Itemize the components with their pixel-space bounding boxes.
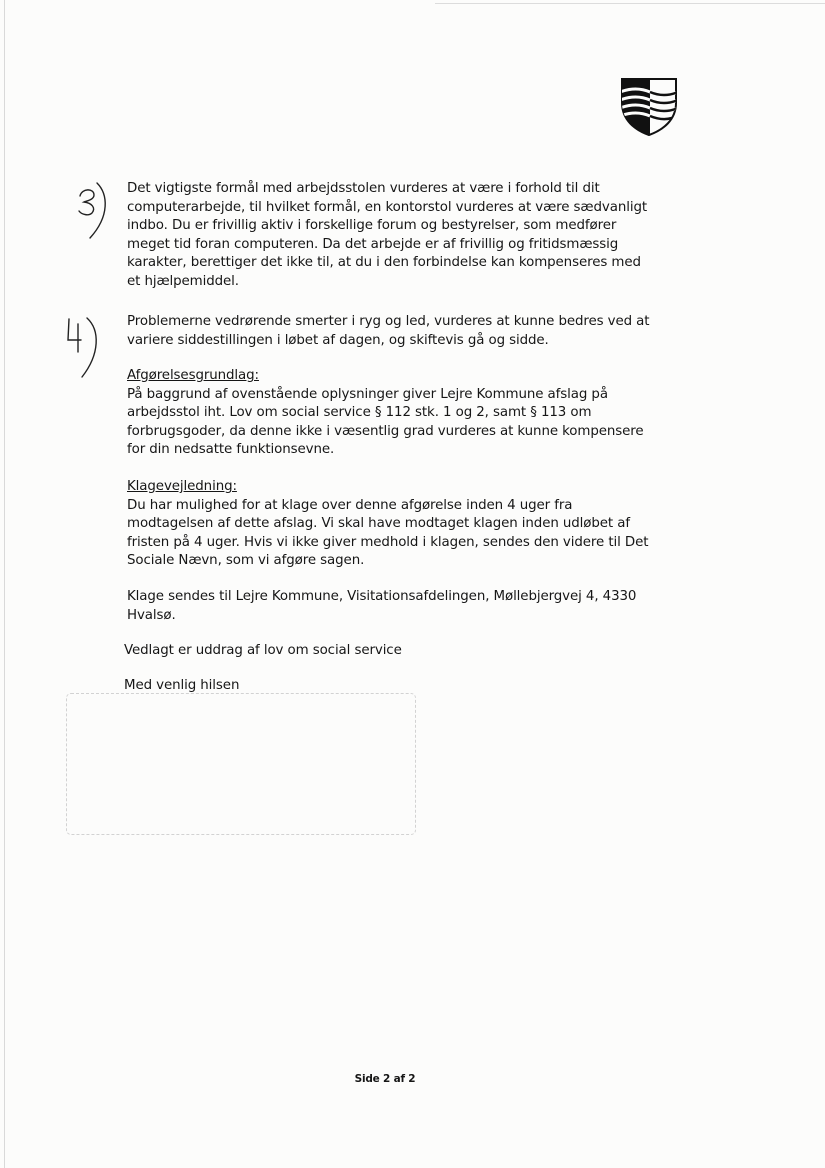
appeal-heading: Klagevejledning: <box>127 479 237 494</box>
page-edge-top <box>435 3 825 4</box>
page-edge-left <box>4 0 5 1168</box>
page-number: Side 2 af 2 <box>354 1073 416 1085</box>
decision-heading: Afgørelsesgrundlag: <box>127 368 259 383</box>
attachment-note: Vedlagt er uddrag af lov om social service <box>124 643 402 658</box>
paragraph-symptoms: Problemerne vedrørende smerter i ryg og led, vurderes at kunne bedres ved at variere siddestillingen i løbet af dagen, og skiftevis gå og sidde. <box>127 314 650 348</box>
decision-text: På baggrund af ovenstående oplysninger giver Lejre Kommune afslag på arbejdsstol iht. Lov om social service § 112 stk. 1 og 2, samt § 113 om forbrugsgoder, da denne ikke i væsentlig grad vurderes at kunne kompensere for din nedsatte funktionsevne. <box>127 386 644 457</box>
municipal-shield-icon <box>620 76 678 136</box>
handwritten-mark-3 <box>72 178 112 242</box>
appeal-text: Du har mulighed for at klage over denne afgørelse inden 4 uger fra modtagelsen af dette afslag. Vi skal have modtaget klagen inden udløbet af fristen på 4 uger. Hvis vi ikke giver medhold i klagen, sendes den videre til Det Sociale Nævn, som vi afgøre sagen. <box>127 497 649 568</box>
closing: Med venlig hilsen <box>124 678 240 693</box>
signature-area <box>66 693 416 835</box>
paragraph-purpose: Det vigtigste formål med arbejdsstolen vurderes at være i forhold til dit computerarbejde, til hvilket formål, en kontorstol vurderes at være sædvanligt indbo. Du er frivillig aktiv i forskellige forum og bestyrelser, som medfører meget tid foran computeren. Da det arbejde er af frivillig og fritidsmæssig karakter, berettiger det ikke til, at du i den forbindelse kan kompenseres med et hjælpemiddel. <box>127 181 647 289</box>
handwritten-mark-4 <box>60 314 104 380</box>
appeal-address: Klage sendes til Lejre Kommune, Visitationsafdelingen, Møllebjergvej 4, 4330 Hvalsø. <box>127 589 637 623</box>
appeal-section <box>127 478 657 571</box>
decision-section <box>127 367 657 460</box>
